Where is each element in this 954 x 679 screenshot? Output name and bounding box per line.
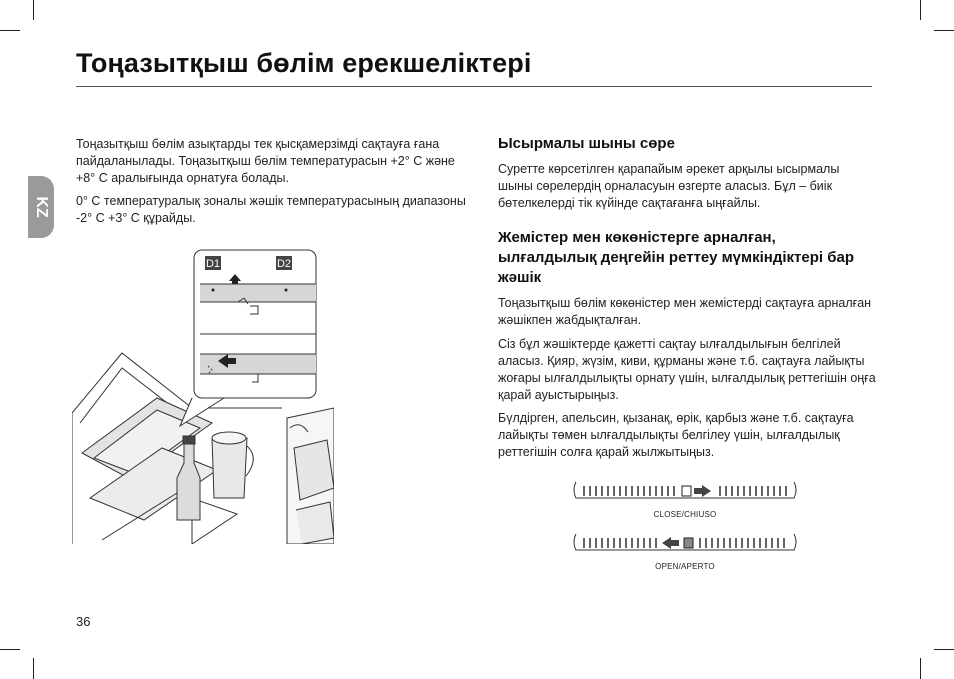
crop-mark — [920, 658, 921, 679]
callout-label-d2: D2 — [276, 258, 292, 270]
language-tab-label: KZ — [33, 196, 50, 218]
section-heading-glass-shelf: Ысырмалы шыны сөре — [498, 135, 675, 152]
arrow-left-icon — [662, 537, 679, 549]
intro-paragraph: Тоңазытқыш бөлім азықтарды тек қысқамерзімді сақтауға ғана пайдаланылады. Тоңазытқыш бөлім температурасын +2° C және +8° C аралығында орнатуға болады. — [76, 137, 455, 185]
language-tab — [28, 176, 54, 238]
crop-mark — [33, 658, 34, 679]
crop-mark — [0, 30, 20, 31]
fridge-illustration — [72, 248, 334, 544]
crop-mark — [920, 0, 921, 20]
dial-label-open: OPEN/APERTO — [655, 562, 715, 571]
crop-mark — [0, 649, 20, 650]
dial-label-close: CLOSE/CHIUSO — [653, 510, 717, 519]
zone-paragraph: 0° C температуралық зоналы жәшік температурасының диапазоны -2° C +3° C құрайды. — [76, 194, 466, 225]
crop-mark — [934, 649, 954, 650]
section-heading-crisper: Жемістер мен көкөністерге арналған, ылғалдылық деңгейін реттеу мүмкіндіктері бар жәшік — [498, 229, 855, 286]
glass-shelf-paragraph: Суретте көрсетілген қарапайым әрекет арқылы ысырмалы шыны сөрелердің орналасуын өзгерте аласыз. Бұл – биік бөтелкелерді тік күйінде сақтағанға ыңғайлы. — [498, 162, 840, 210]
crop-mark — [934, 30, 954, 31]
humidity-dial-closed — [570, 478, 800, 514]
crop-mark — [33, 0, 34, 20]
humidity-dial-open — [570, 530, 800, 566]
crisper-paragraph-3: Бүлдірген, апельсин, қызанақ, өрік, қарбыз және т.б. сақтауға лайықты төмен ылғалдылықты белгілеу үшін, ылғалдылық реттегішін солға қарай жылжытыңыз. — [498, 411, 854, 459]
crisper-paragraph-1: Тоңазытқыш бөлім көкөністер мен жемістерді сақтауға арналған жәшікпен жабдықталған. — [498, 296, 872, 327]
title-divider — [76, 86, 872, 87]
page-number: 36 — [76, 614, 91, 629]
callout-label-d1: D1 — [205, 258, 221, 270]
page-title: Тоңазытқыш бөлім ерекшеліктері — [76, 48, 532, 78]
crisper-paragraph-2: Сіз бұл жәшіктерде қажетті сақтау ылғалдылығын белгілей аласыз. Қияр, жүзім, киви, құрманы және т.б. сақтауға лайықты жоғары ылғалдылықты орнату үшін, ылғалдылық реттегішін оңға қарай ауыстырыңыз. — [498, 337, 876, 402]
arrow-right-icon — [694, 485, 711, 497]
